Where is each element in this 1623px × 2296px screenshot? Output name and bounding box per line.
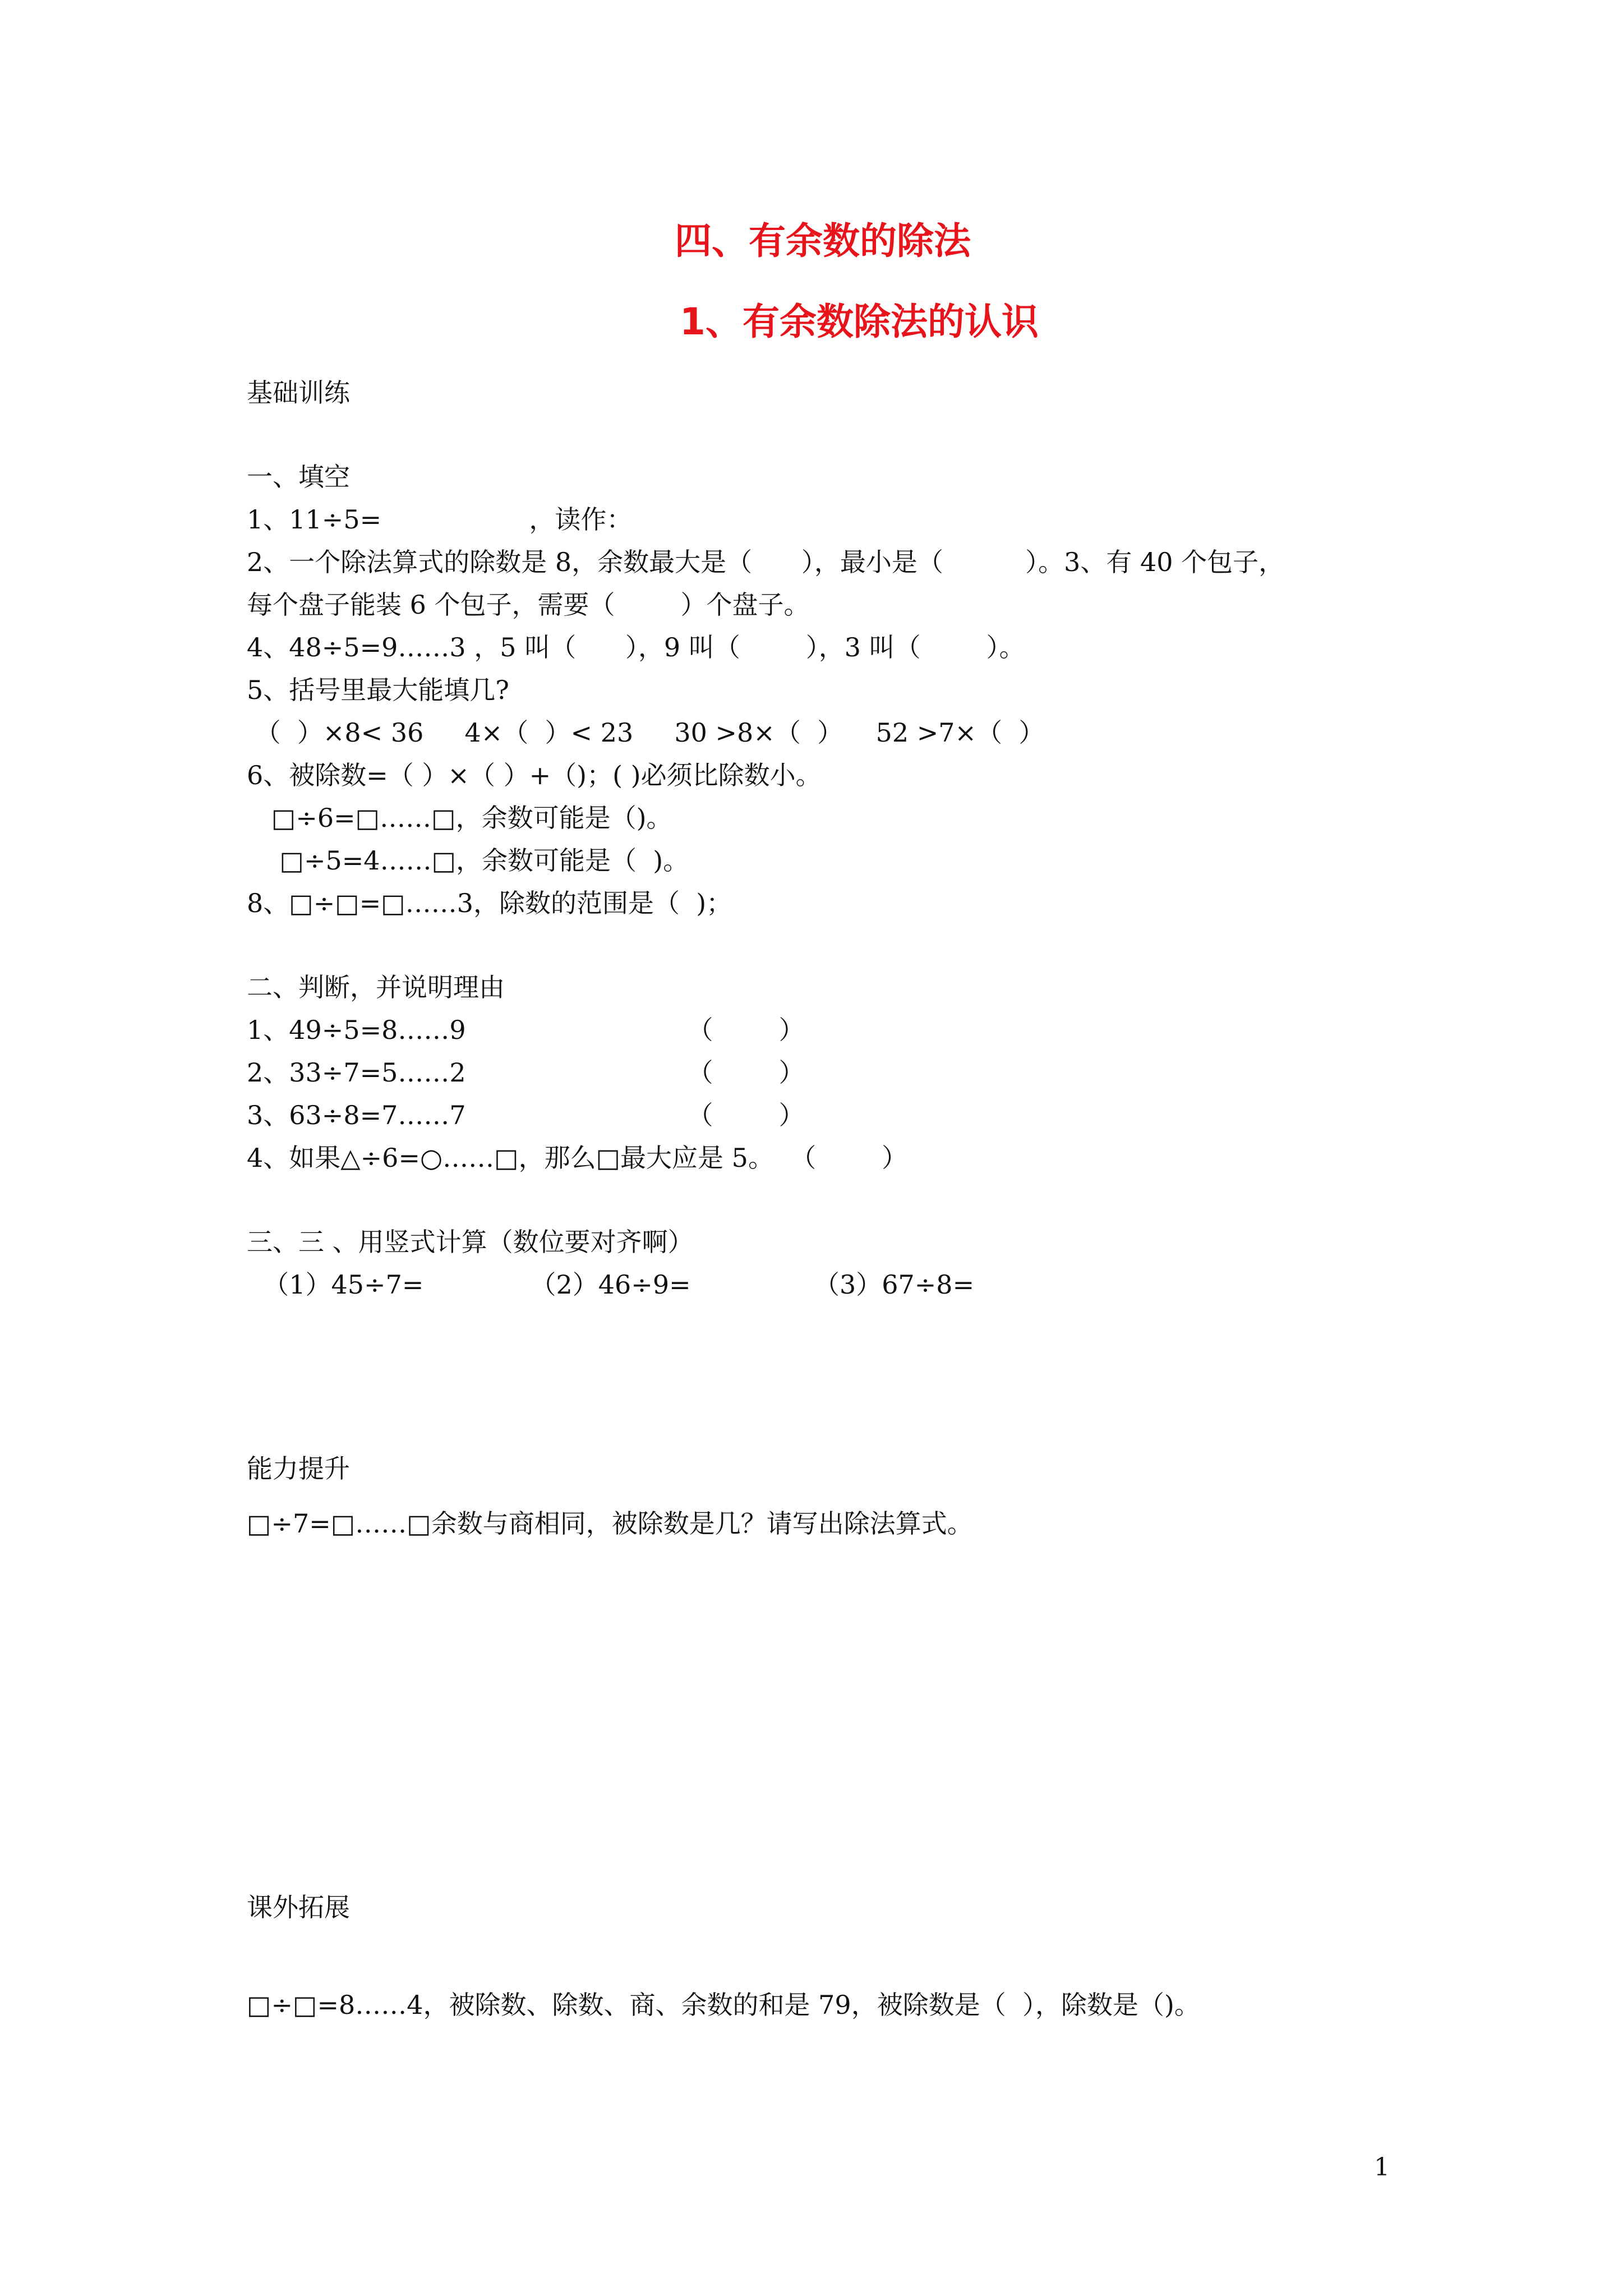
extension-question: □÷□=8……4，被除数、除数、商、余数的和是 79，被除数是（ ），除数是（)。 (247, 1990, 1200, 2020)
judge-item-1: 1、49÷5=8……9 （ ） (247, 1015, 805, 1045)
judge-item-3: 3、63÷8=7……7 （ ） (247, 1100, 805, 1130)
ability-heading: 能力提升 (247, 1453, 350, 1484)
fill-question-6b: □÷5=4……□，余数可能是（ )。 (247, 845, 689, 876)
fill-question-6: 6、被除数=（ ）×（ ）+（)；( )必须比除数小。 (247, 760, 822, 790)
vertical-calc-problems: （1）45÷7= （2）46÷9= （3）67÷8= (247, 1269, 975, 1300)
section1-heading: 一、填空 (247, 462, 350, 492)
fill-question-4: 4、48÷5=9……3 ，5 叫（ ），9 叫（ ），3 叫（ ）。 (247, 632, 1025, 662)
page-subtitle: 1、有余数除法的认识 (680, 300, 1039, 343)
basic-training-heading: 基础训练 (247, 378, 350, 408)
fill-question-5: 5、括号里最大能填几? (247, 675, 509, 705)
fill-question-5-items: （ ）×8< 36 4×（ ）< 23 30 >8×（ ） 52 >7×（ ） (247, 717, 1045, 748)
ability-question: □÷7=□……□余数与商相同，被除数是几？请写出除法算式。 (247, 1508, 973, 1539)
fill-question-2-cont: 每个盘子能装 6 个包子，需要（ ）个盘子。 (247, 590, 810, 620)
fill-question-2: 2、一个除法算式的除数是 8，余数最大是（ ），最小是（ ）。3、有 40 个包子， (247, 547, 1285, 577)
section2-heading: 二、判断，并说明理由 (247, 972, 505, 1002)
fill-question-8: 8、□÷□=□……3，除数的范围是（ )； (247, 888, 732, 918)
fill-question-1: 1、11÷5= ，读作： (247, 504, 633, 535)
extension-heading: 课外拓展 (247, 1892, 350, 1922)
fill-question-6a: □÷6=□……□，余数可能是（)。 (247, 803, 672, 833)
section3-heading: 三、三 、用竖式计算（数位要对齐啊） (247, 1227, 694, 1257)
page-title: 四、有余数的除法 (675, 219, 971, 263)
judge-item-4: 4、如果△÷6=○……□，那么□最大应是 5。 （ ） (247, 1143, 908, 1173)
page-number: 1 (1374, 2153, 1390, 2182)
judge-item-2: 2、33÷7=5……2 （ ） (247, 1057, 805, 1088)
